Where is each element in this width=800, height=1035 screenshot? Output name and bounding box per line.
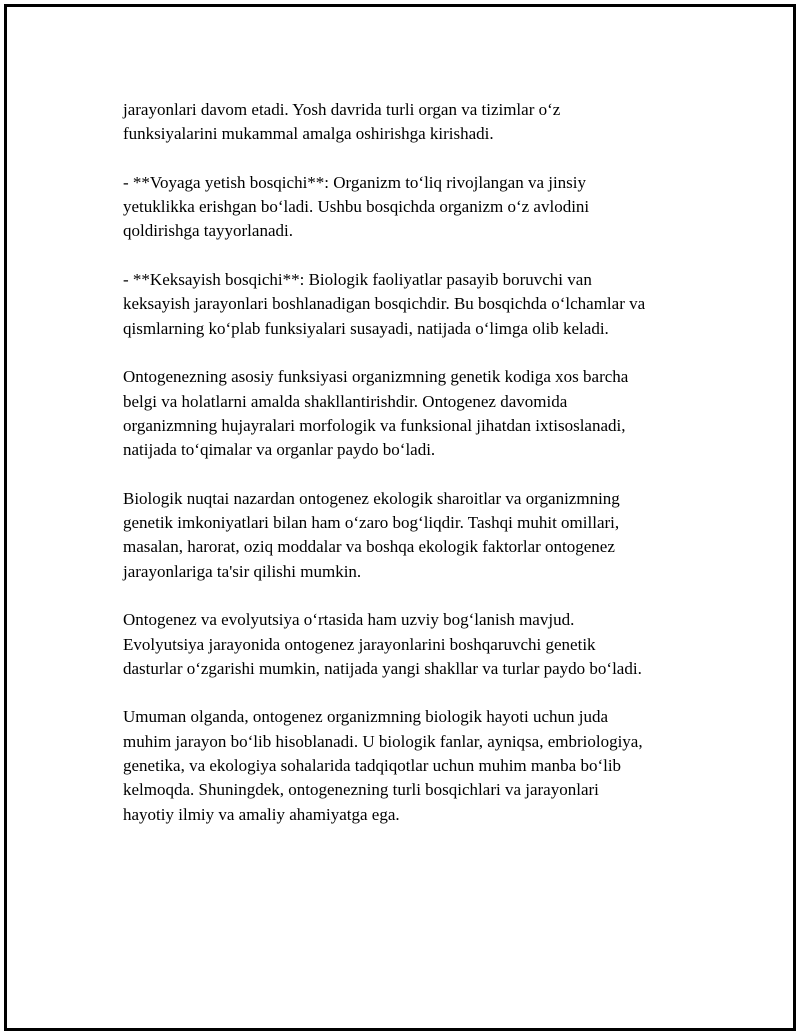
paragraph-adulthood-stage: - **Voyaga yetish bosqichi**: Organizm to‘liq rivojlangan va jinsiy yetuklikka erishgan bo‘ladi. Ushbu bosqichda organizm o‘z avlodini qoldirishga tayyorlanadi. (123, 172, 590, 241)
paragraph-aging-stage: - **Keksayish bosqichi**: Biologik faoliyatlar pasayib boruvchi van keksayish jarayonlari boshlanadigan bosqichdir. Bu bosqichda o‘lchamlar va qismlarning ko‘plab funksiyalari susayadi, natijada o‘limga olib keladi. (123, 270, 646, 338)
paragraph-youth-continuation: jarayonlari davom etadi. Yosh davrida turli organ va tizimlar o‘z funksiyalarini mukammal amalga oshirishga kirishadi. (123, 100, 561, 144)
paragraph-conclusion: Umuman olganda, ontogenez organizmning biologik hayoti uchun juda muhim jarayon bo‘lib hisoblanadi. U biologik fanlar, ayniqsa, embriologiya, genetika, va ekologiya sohalarida tadqiqotlar uchun muhim manba bo‘lib kelmoqda. Shuningdek, ontogenezning turli bosqichlari va jarayonlari hayotiy ilmiy va amaliy ahamiyatga ega. (123, 707, 643, 824)
document-body (123, 98, 713, 827)
page-frame (4, 4, 796, 1031)
paragraph-ontogenesis-function: Ontogenezning asosiy funksiyasi organizmning genetik kodiga xos barcha belgi va holatlarni amalda shakllantirishdir. Ontogenez davomida organizmning hujayralari morfologik va funksional jihatdan ixtisoslanadi, natijada to‘qimalar va organlar paydo bo‘ladi. (123, 367, 629, 460)
paragraph-evolution-link: Ontogenez va evolyutsiya o‘rtasida ham uzviy bog‘lanish mavjud. Evolyutsiya jarayonida ontogenez jarayonlarini boshqaruvchi genetik dasturlar o‘zgarishi mumkin, natijada yangi shakllar va turlar paydo bo‘ladi. (123, 610, 642, 678)
paragraph-ecological-factors: Biologik nuqtai nazardan ontogenez ekologik sharoitlar va organizmning genetik imkoniyatlari bilan ham o‘zaro bog‘liqdir. Tashqi muhit omillari, masalan, harorat, oziq moddalar va boshqa ekologik faktorlar ontogenez jarayonlariga ta'sir qilishi mumkin. (123, 488, 620, 581)
